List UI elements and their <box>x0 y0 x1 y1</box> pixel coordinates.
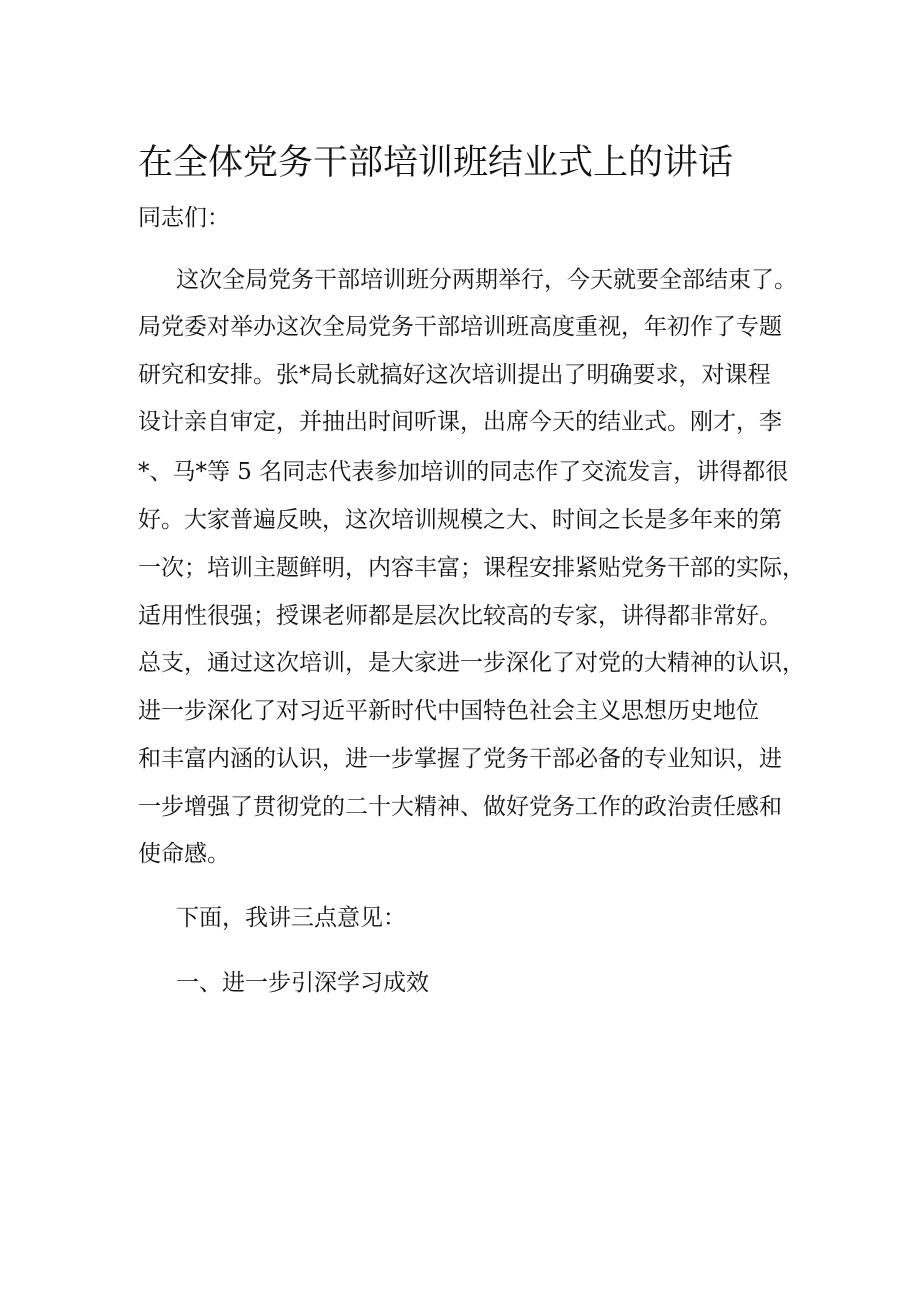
salutation: 同志们： <box>138 205 230 231</box>
paragraph-1-line: 这次全局党务干部培训班分两期举行，今天就要全部结束了。 <box>176 267 797 293</box>
paragraph-1-line: *、马*等 5 名同志代表参加培训的同志作了交流发言，讲得都很 <box>138 459 789 485</box>
document-title: 在全体党务干部培训班结业式上的讲话 <box>138 143 734 183</box>
paragraph-1-line: 使命感。 <box>138 841 230 867</box>
paragraph-1-line: 总支，通过这次培训，是大家进一步深化了对党的大精神的认识， <box>138 650 805 676</box>
paragraph-2: 下面，我讲三点意见： <box>176 905 406 931</box>
paragraph-1-line: 和丰富内涵的认识，进一步掌握了党务干部必备的专业知识，进 <box>138 746 782 772</box>
paragraph-1-line: 好。大家普遍反映，这次培训规模之大、时间之长是多年来的第 <box>138 507 782 533</box>
paragraph-1-line: 进一步深化了对习近平新时代中国特色社会主义思想历史地位 <box>138 698 759 724</box>
paragraph-1-line: 一次；培训主题鲜明，内容丰富；课程安排紧贴党务干部的实际， <box>138 555 805 581</box>
paragraph-1-line: 适用性很强；授课老师都是层次比较高的专家，讲得都非常好。 <box>138 603 782 629</box>
paragraph-1-line: 设计亲自审定，并抽出时间听课，出席今天的结业式。刚才，李 <box>138 409 782 435</box>
paragraph-1-line: 研究和安排。张*局长就搞好这次培训提出了明确要求，对课程 <box>138 362 771 388</box>
section-1-heading: 一、进一步引深学习成效 <box>176 970 429 996</box>
paragraph-1-line: 一步增强了贯彻党的二十大精神、做好党务工作的政治责任感和 <box>138 794 782 820</box>
paragraph-1-line: 局党委对举办这次全局党务干部培训班高度重视，年初作了专题 <box>138 314 782 340</box>
